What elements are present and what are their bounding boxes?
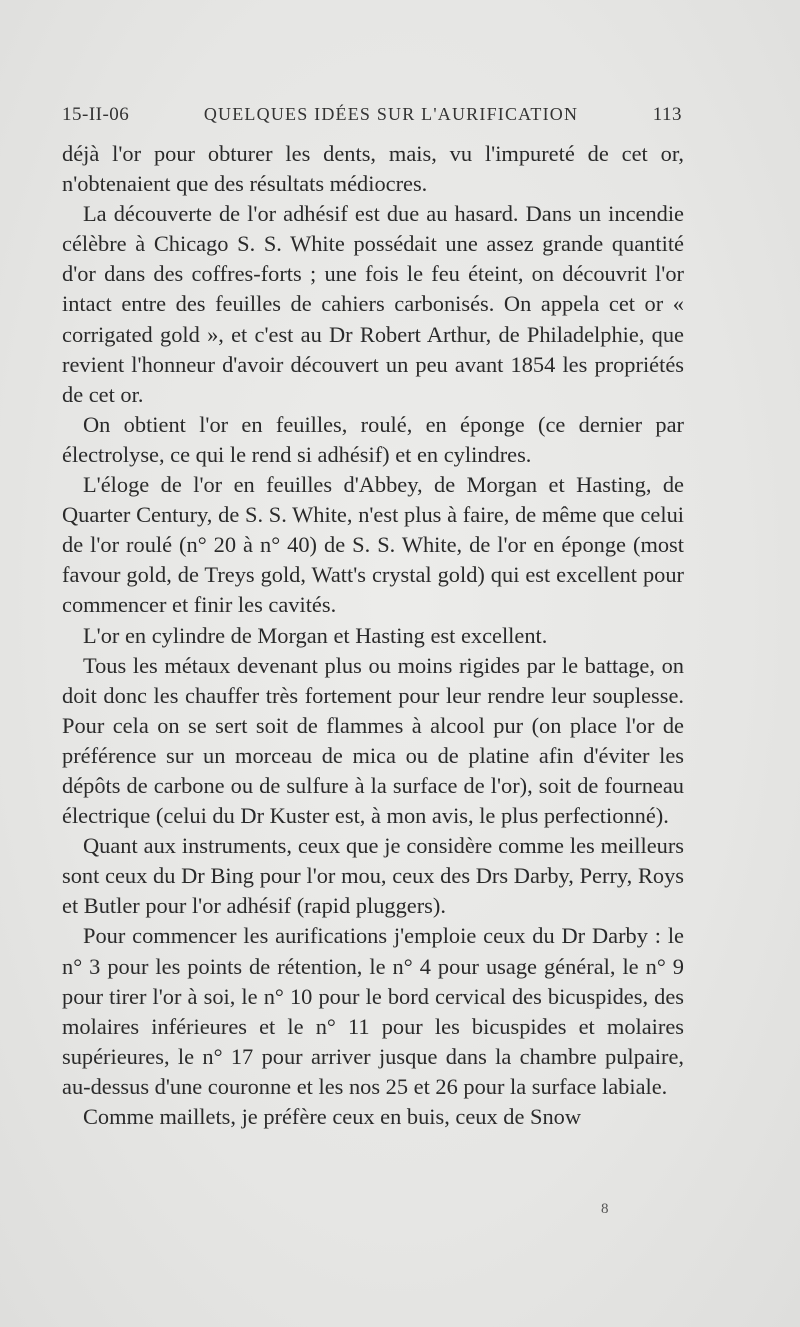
paragraph: Tous les métaux devenant plus ou moins rigides par le battage, on doit donc les chauffer très fortement pour leur rendre leur souplesse. Pour cela on se sert soit de flammes à alcool pur (on place l'or de préférence sur un morceau de mica ou de platine afin d'éviter les dépôts de carbone ou de sulfure à la surface de l'or), soit de fourneau électrique (celui du Dr Kuster est, à mon avis, le plus perfectionné).: [62, 652, 684, 829]
paragraph: L'or en cylindre de Morgan et Hasting est excellent.: [83, 622, 548, 648]
header-title: QUELQUES IDÉES SUR L'AURIFICATION: [203, 104, 579, 124]
header-date: 15-II-06: [62, 104, 130, 125]
signature-mark: 8: [601, 1201, 609, 1217]
paragraph: L'éloge de l'or en feuilles d'Abbey, de Morgan et Hasting, de Quarter Century, de S. S. White, n'est plus à faire, de même que celui de l'or roulé (n° 20 à n° 40) de S. S. White, de l'or en éponge (most favour gold, de Treys gold, Watt's crystal gold) qui est excellent pour commencer et finir les cavités.: [62, 472, 684, 618]
paragraph: Comme maillets, je préfère ceux en buis, ceux de Snow: [83, 1104, 582, 1129]
paragraph: Pour commencer les aurifications j'emploie ceux du Dr Darby : le n° 3 pour les points de rétention, le n° 4 pour usage général, le n° 9 pour tirer l'or à soi, le n° 10 pour le bord cervical des bicuspides, des molaires inférieures et le n° 11 pour les bicuspides et molaires supérieures, le n° 17 pour arriver jusque dans la chambre pulpaire, au-dessus d'une couronne et les nos 25 et 26 pour la surface labiale.: [62, 923, 684, 1099]
paragraph: déjà l'or pour obturer les dents, mais, vu l'impureté de cet or, n'obtenaient que des résultats médiocres.: [62, 141, 684, 197]
paragraph: La découverte de l'or adhésif est due au hasard. Dans un incendie célèbre à Chicago S. S. White possédait une assez grande quantité d'or dans des coffres-forts ; une fois le feu éteint, on découvrit l'or intact entre des feuilles de cahiers carbonisés. On appela cet or « corrigated gold », et c'est au Dr Robert Arthur, de Philadelphie, que revient l'honneur d'avoir découvert un peu avant 1854 les propriétés de cet or.: [62, 201, 684, 407]
running-header: [62, 104, 682, 126]
body-text: [62, 139, 684, 1132]
paragraph: Quant aux instruments, ceux que je considère comme les meilleurs sont ceux du Dr Bing pour l'or mou, ceux des Drs Darby, Perry, Roys et Butler pour l'or adhésif (rapid pluggers).: [62, 833, 684, 919]
page-number: 113: [652, 104, 682, 125]
paragraph: On obtient l'or en feuilles, roulé, en éponge (ce dernier par électrolyse, ce qui le rend si adhésif) et en cylindres.: [62, 411, 684, 467]
